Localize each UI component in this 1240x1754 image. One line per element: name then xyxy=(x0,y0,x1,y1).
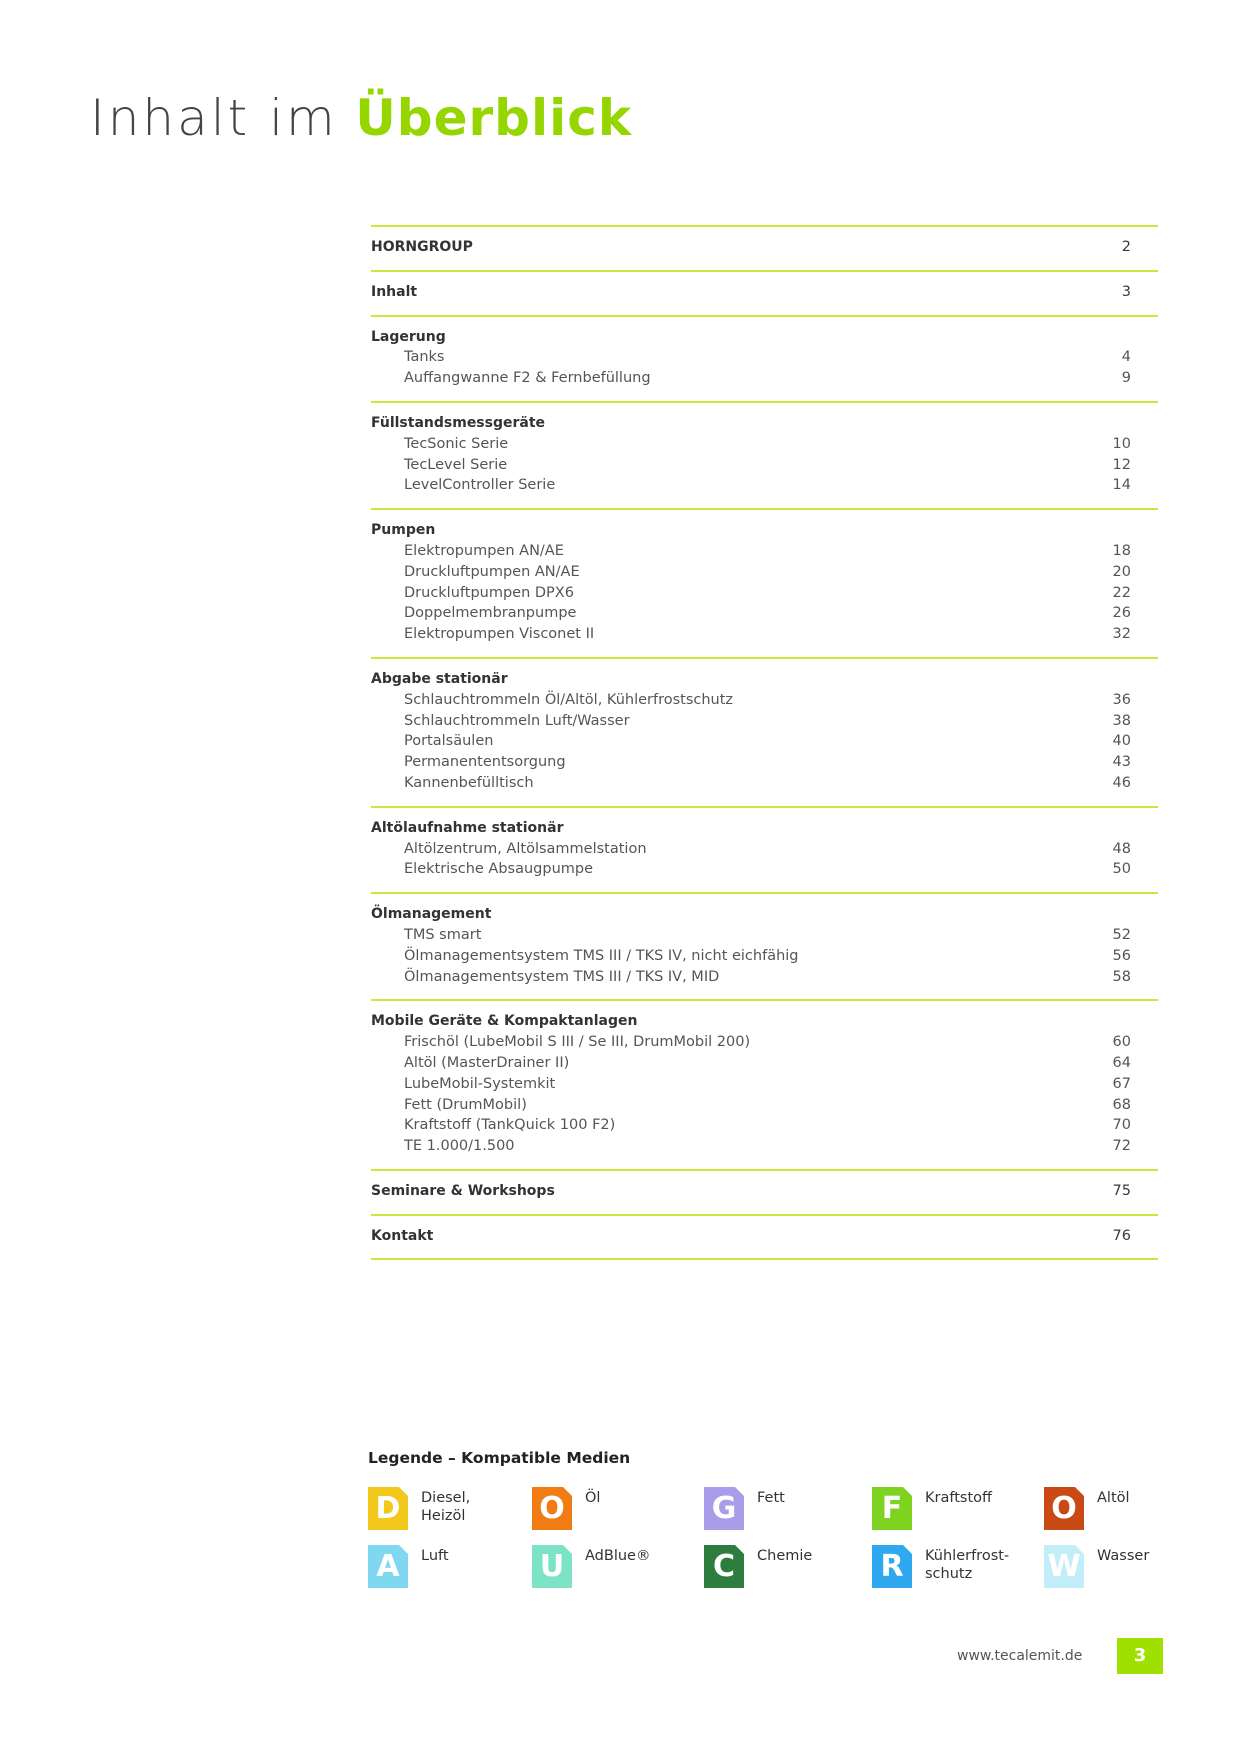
media-badge-icon: O xyxy=(1044,1487,1084,1530)
toc-entry-label: TecLevel Serie xyxy=(404,456,508,473)
media-badge-icon: A xyxy=(368,1545,408,1588)
toc-entry-label: Ölmanagementsystem TMS III / TKS IV, nicht eichfähig xyxy=(404,947,799,964)
toc-entry-label: Druckluftpumpen DPX6 xyxy=(404,584,574,601)
toc-entry[interactable] xyxy=(371,1032,1158,1053)
media-badge-icon: F xyxy=(872,1487,912,1530)
legend-item xyxy=(1044,1545,1168,1588)
legend-label: Kraftstoff xyxy=(925,1490,992,1506)
toc-page-number: 58 xyxy=(1112,968,1131,985)
toc-page-number: 3 xyxy=(1121,283,1131,300)
toc-heading-label: Kontakt xyxy=(371,1227,434,1244)
toc-page-number: 2 xyxy=(1121,239,1131,255)
toc-heading-label: Inhalt xyxy=(371,283,418,300)
toc-heading[interactable] xyxy=(371,1226,1158,1247)
toc-entry[interactable] xyxy=(371,434,1158,455)
toc-heading[interactable] xyxy=(371,413,1158,434)
toc-entry[interactable] xyxy=(371,347,1158,368)
legend-label: Fett xyxy=(757,1490,785,1506)
toc-heading[interactable] xyxy=(371,904,1158,925)
legend-item xyxy=(872,1487,1044,1530)
legend-item xyxy=(368,1545,532,1588)
page-number: 3 xyxy=(1117,1638,1163,1674)
toc-entry-label: Fett (DrumMobil) xyxy=(404,1096,527,1113)
toc-entry[interactable] xyxy=(371,1115,1158,1136)
toc-page-number: 43 xyxy=(1112,754,1131,771)
toc-heading[interactable] xyxy=(371,1181,1158,1202)
toc-page-number: 52 xyxy=(1112,926,1131,943)
toc-entry-label: Elektropumpen Visconet II xyxy=(404,626,595,643)
table-of-contents xyxy=(371,225,1158,1260)
toc-section xyxy=(371,510,1158,659)
media-badge-icon: O xyxy=(532,1487,572,1530)
toc-entry-label: Schlauchtrommeln Öl/Altöl, Kühlerfrostschutz xyxy=(404,691,734,708)
toc-page-number: 10 xyxy=(1112,435,1131,452)
legend-label: Öl xyxy=(585,1490,601,1506)
website-url[interactable]: www.tecalemit.de xyxy=(957,1648,1083,1664)
toc-entry-label: Kraftstoff (TankQuick 100 F2) xyxy=(404,1117,616,1134)
toc-entry-label: Auffangwanne F2 & Fernbefüllung xyxy=(404,370,651,387)
toc-entry[interactable] xyxy=(371,752,1158,773)
toc-entry[interactable] xyxy=(371,859,1158,880)
toc-entry-label: Permanententsorgung xyxy=(404,754,566,771)
toc-section xyxy=(371,894,1158,1001)
toc-page-number: 40 xyxy=(1112,733,1131,750)
toc-entry[interactable] xyxy=(371,731,1158,752)
toc-entry[interactable] xyxy=(371,624,1158,645)
toc-page-number: 67 xyxy=(1112,1075,1131,1092)
toc-entry[interactable] xyxy=(371,562,1158,583)
toc-entry[interactable] xyxy=(371,711,1158,732)
toc-entry-label: Elektrische Absaugpumpe xyxy=(404,861,594,878)
toc-section xyxy=(371,317,1158,403)
toc-section xyxy=(371,1171,1158,1216)
toc-page-number: 46 xyxy=(1112,774,1131,791)
media-badge-icon: C xyxy=(704,1545,744,1588)
toc-page-number: 4 xyxy=(1121,349,1131,366)
toc-section xyxy=(371,659,1158,808)
toc-entry-label: Kannenbefülltisch xyxy=(404,774,534,791)
toc-section xyxy=(371,403,1158,510)
toc-page-number: 14 xyxy=(1112,477,1131,494)
toc-entry-label: Frischöl (LubeMobil S III / Se III, DrumMobil 200) xyxy=(404,1034,751,1051)
legend-item xyxy=(532,1487,704,1530)
toc-page-number: 32 xyxy=(1112,626,1131,643)
toc-entry[interactable] xyxy=(371,967,1158,988)
toc-entry[interactable] xyxy=(371,1053,1158,1074)
toc-entry-label: Altöl (MasterDrainer II) xyxy=(404,1054,570,1071)
toc-entry-label: Altölzentrum, Altölsammelstation xyxy=(404,840,647,857)
toc-heading-label: Pumpen xyxy=(371,522,436,539)
toc-page-number: 36 xyxy=(1112,691,1131,708)
toc-entry-label: Druckluftpumpen AN/AE xyxy=(404,563,580,580)
toc-entry[interactable] xyxy=(371,455,1158,476)
toc-heading-label: Mobile Geräte & Kompaktanlagen xyxy=(371,1013,638,1030)
toc-entry-label: LubeMobil-Systemkit xyxy=(404,1075,556,1092)
legend-item xyxy=(532,1545,704,1588)
toc-page-number: 76 xyxy=(1112,1227,1131,1244)
media-badge-icon: G xyxy=(704,1487,744,1530)
toc-page-number: 48 xyxy=(1112,840,1131,857)
toc-entry-label: Elektropumpen AN/AE xyxy=(404,542,564,559)
toc-heading-label: Altölaufnahme stationär xyxy=(371,819,564,836)
toc-page-number: 22 xyxy=(1112,584,1131,601)
toc-heading[interactable] xyxy=(371,282,1158,303)
legend-label: AdBlue® xyxy=(585,1548,651,1564)
toc-entry-label: Portalsäulen xyxy=(404,733,494,750)
toc-heading[interactable] xyxy=(371,520,1158,541)
toc-heading-label: Ölmanagement xyxy=(371,906,492,923)
toc-heading-label: Lagerung xyxy=(371,328,446,345)
legend-label: Kühlerfrost- schutz xyxy=(925,1548,1010,1582)
media-badge-icon: W xyxy=(1044,1545,1084,1588)
toc-page-number: 75 xyxy=(1112,1182,1131,1199)
legend-label: Altöl xyxy=(1097,1490,1130,1506)
toc-entry[interactable] xyxy=(371,1074,1158,1095)
toc-entry-label: LevelController Serie xyxy=(404,477,556,494)
toc-section xyxy=(371,272,1158,317)
toc-entry[interactable] xyxy=(371,541,1158,562)
toc-page-number: 26 xyxy=(1112,605,1131,622)
toc-heading-label: Abgabe stationär xyxy=(371,670,508,687)
page-title-light: Inhalt im xyxy=(90,89,338,147)
toc-page-number: 64 xyxy=(1112,1054,1131,1071)
toc-heading[interactable] xyxy=(371,818,1158,839)
toc-entry-label: Tanks xyxy=(404,349,445,366)
toc-page-number: 70 xyxy=(1112,1117,1131,1134)
toc-page-number: 38 xyxy=(1112,712,1131,729)
toc-entry[interactable] xyxy=(371,603,1158,624)
toc-heading-label: HORNGROUP xyxy=(371,239,473,255)
toc-entry[interactable] xyxy=(371,925,1158,946)
legend-item xyxy=(704,1545,872,1588)
toc-entry[interactable] xyxy=(371,1095,1158,1116)
legend-label: Wasser xyxy=(1097,1548,1150,1564)
toc-entry-label: TecSonic Serie xyxy=(404,435,509,452)
legend-label: Diesel, Heizöl xyxy=(421,1490,471,1524)
toc-entry[interactable] xyxy=(371,475,1158,496)
toc-entry-label: Schlauchtrommeln Luft/Wasser xyxy=(404,712,630,729)
toc-heading[interactable] xyxy=(371,669,1158,690)
toc-entry[interactable] xyxy=(371,368,1158,389)
legend-item xyxy=(872,1545,1044,1588)
toc-page-number: 50 xyxy=(1112,861,1131,878)
toc-entry[interactable] xyxy=(371,946,1158,967)
media-badge-icon: R xyxy=(872,1545,912,1588)
toc-entry[interactable] xyxy=(371,583,1158,604)
toc-entry-label: TE 1.000/1.500 xyxy=(404,1138,515,1155)
toc-entry-label: Ölmanagementsystem TMS III / TKS IV, MID xyxy=(404,968,720,985)
toc-entry-label: TMS smart xyxy=(404,926,482,943)
legend-item xyxy=(704,1487,872,1530)
toc-heading[interactable] xyxy=(371,1011,1158,1032)
page-title xyxy=(90,88,632,148)
media-badge-icon: D xyxy=(368,1487,408,1530)
legend xyxy=(368,1449,1168,1588)
toc-section xyxy=(371,1001,1158,1171)
toc-page-number: 68 xyxy=(1112,1096,1131,1113)
toc-page-number: 12 xyxy=(1112,456,1131,473)
legend-item xyxy=(368,1487,532,1530)
toc-entry[interactable] xyxy=(371,839,1158,860)
toc-heading[interactable] xyxy=(371,237,1158,258)
media-badge-icon: U xyxy=(532,1545,572,1588)
page-title-bold: Überblick xyxy=(355,89,633,147)
toc-entry[interactable] xyxy=(371,773,1158,794)
toc-heading-label: Seminare & Workshops xyxy=(371,1182,555,1199)
toc-page-number: 9 xyxy=(1121,370,1131,387)
legend-grid xyxy=(368,1487,1168,1588)
legend-label: Luft xyxy=(421,1548,449,1564)
toc-page-number: 20 xyxy=(1112,563,1131,580)
toc-entry[interactable] xyxy=(371,1136,1158,1157)
legend-item xyxy=(1044,1487,1168,1530)
toc-section xyxy=(371,1216,1158,1261)
toc-page-number: 60 xyxy=(1112,1034,1131,1051)
toc-page-number: 72 xyxy=(1112,1138,1131,1155)
toc-heading[interactable] xyxy=(371,327,1158,348)
toc-section xyxy=(371,808,1158,894)
legend-label: Chemie xyxy=(757,1548,813,1564)
toc-page-number: 18 xyxy=(1112,542,1131,559)
toc-section xyxy=(371,227,1158,272)
toc-entry[interactable] xyxy=(371,690,1158,711)
toc-heading-label: Füllstandsmessgeräte xyxy=(371,414,546,431)
toc-entry-label: Doppelmembranpumpe xyxy=(404,605,577,622)
toc-page-number: 56 xyxy=(1112,947,1131,964)
legend-title: Legende – Kompatible Medien xyxy=(368,1449,631,1467)
